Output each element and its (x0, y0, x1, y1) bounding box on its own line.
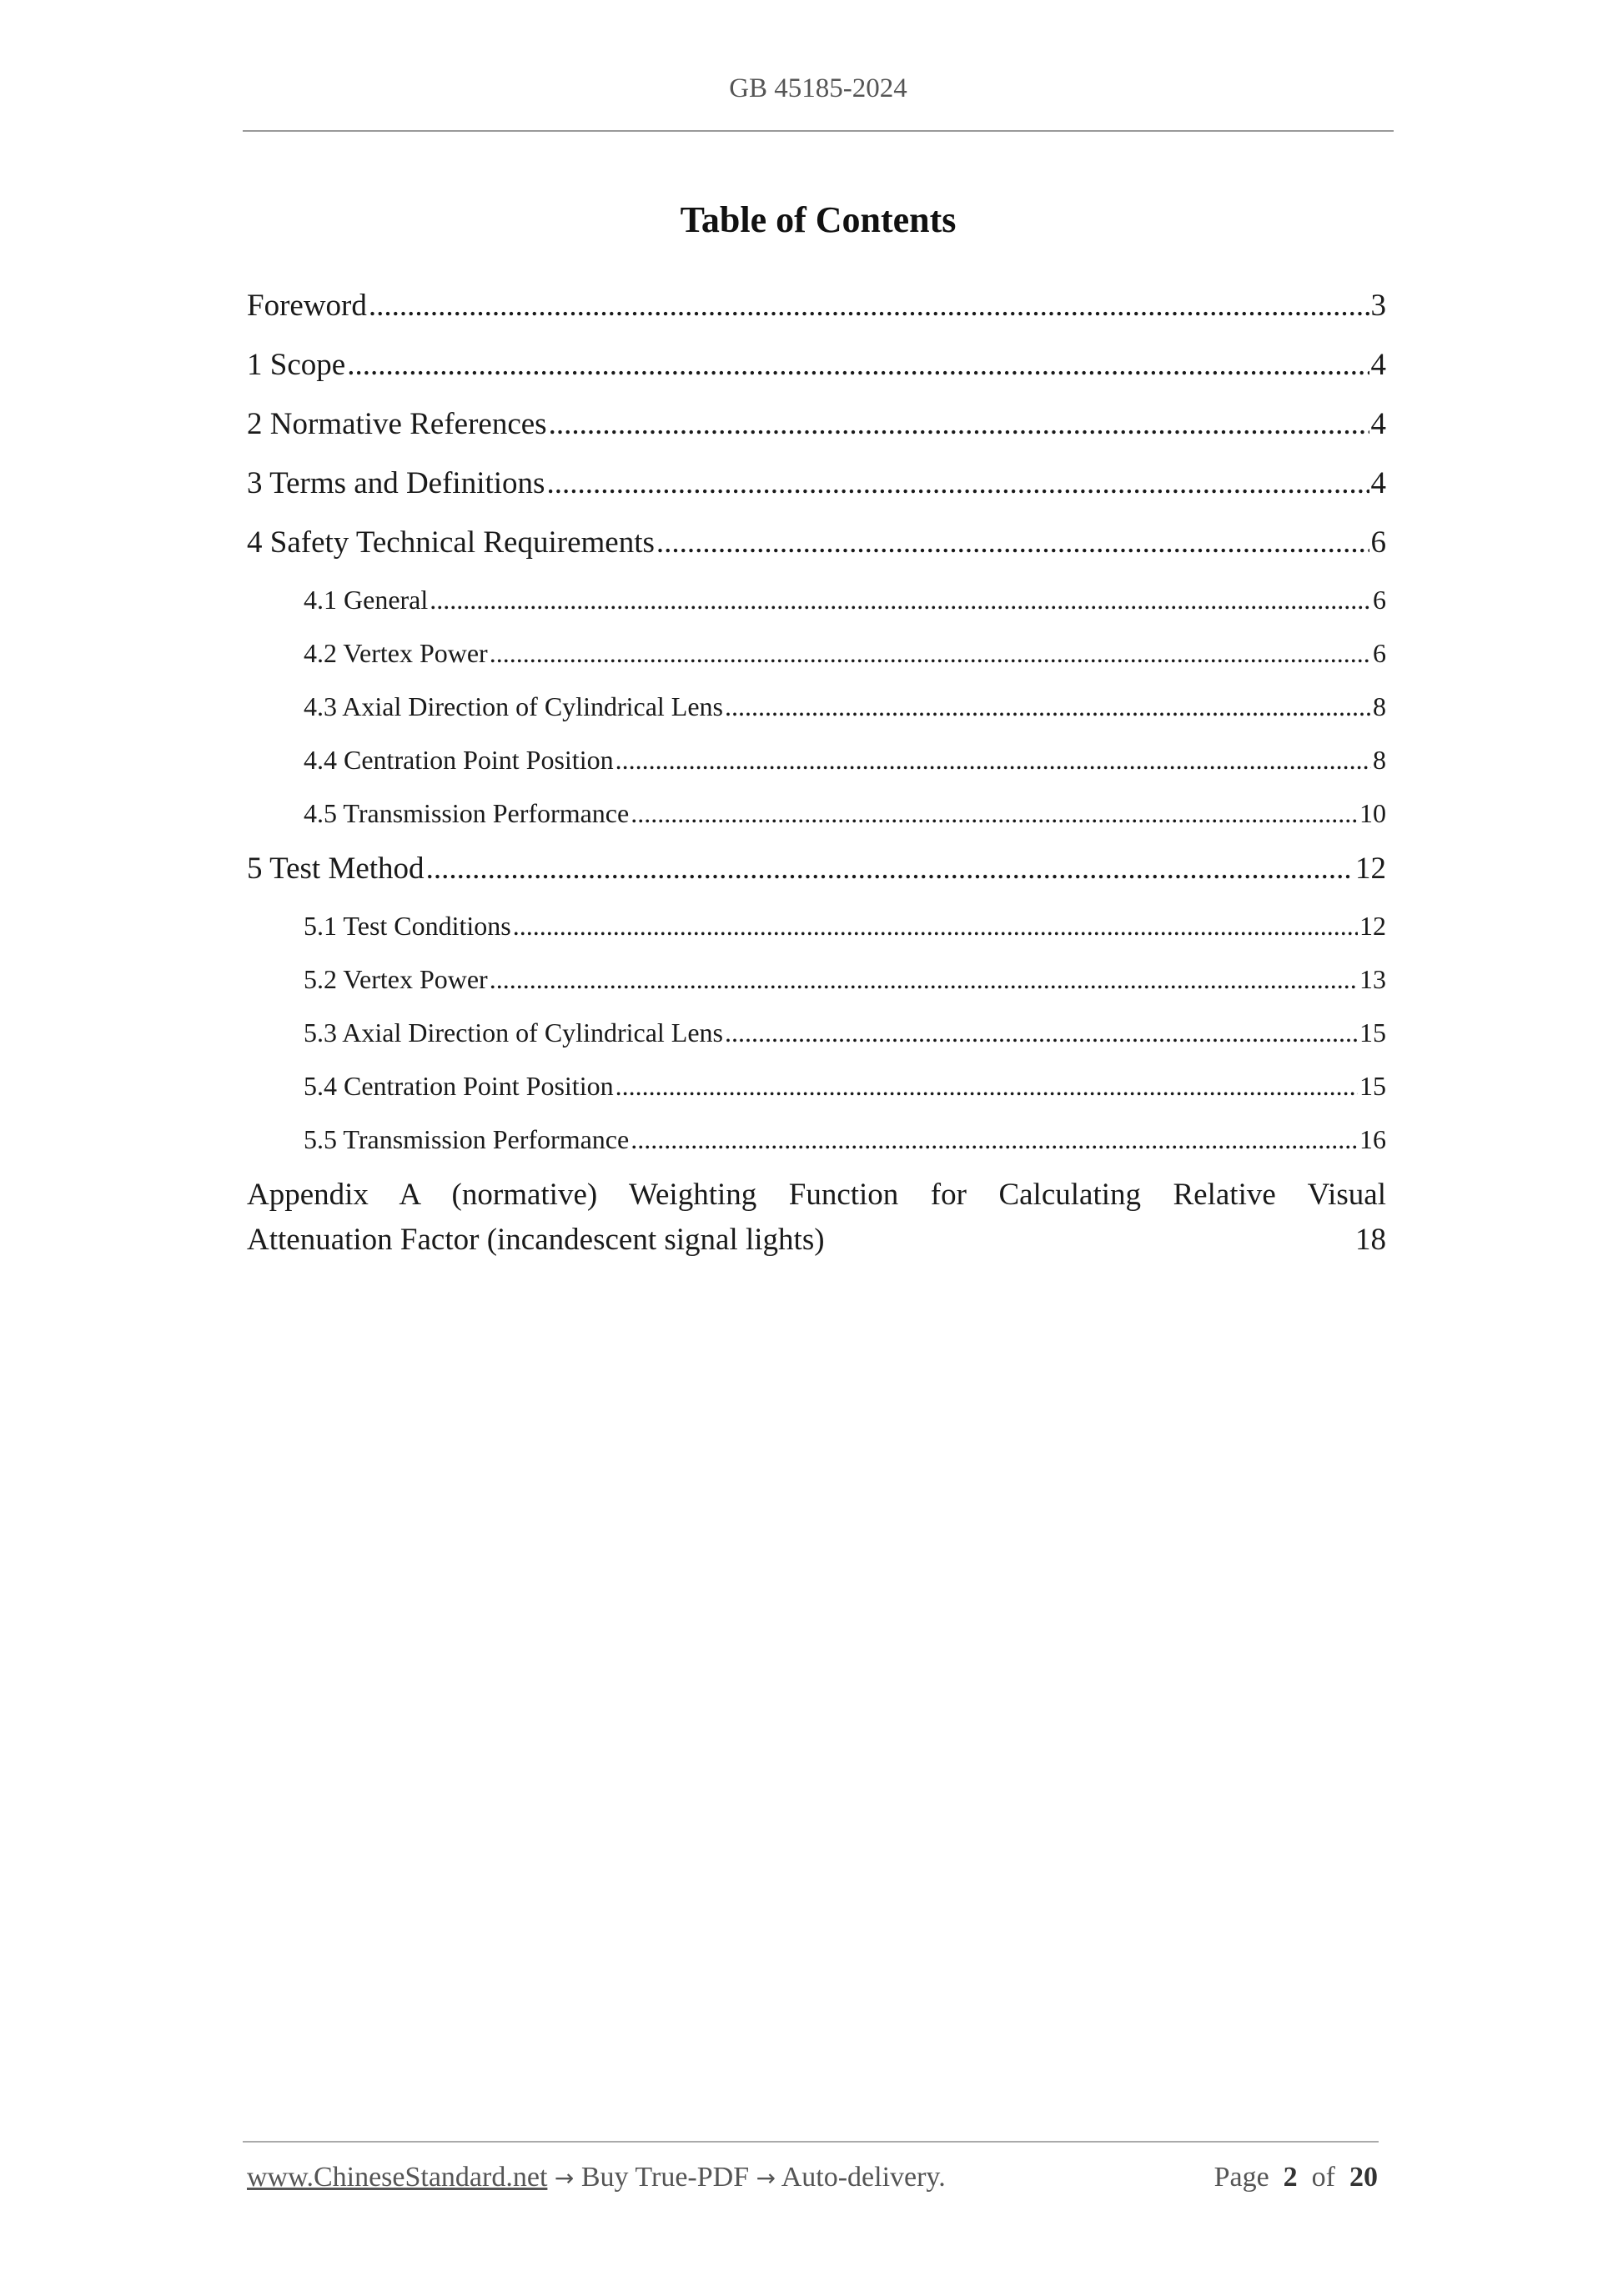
dot-leader (347, 343, 1369, 388)
page-number (1214, 2162, 1378, 2193)
auto-delivery-text: Auto-delivery. (781, 2162, 946, 2193)
toc-entry-normative-references[interactable] (247, 402, 1386, 461)
dot-leader (513, 906, 1358, 946)
toc-entry-label: 2 Normative References (247, 407, 547, 441)
toc-entry-5-5[interactable] (247, 1119, 1386, 1173)
dot-leader (725, 1012, 1358, 1053)
toc-entry-page: 12 (1359, 911, 1386, 941)
arrow-right-icon: → (554, 2164, 575, 2192)
dot-leader (656, 520, 1369, 565)
arrow-right-icon: → (756, 2164, 776, 2192)
document-code-header: GB 45185-2024 (729, 73, 907, 103)
toc-entry-page: 4 (1370, 407, 1386, 441)
dot-leader (369, 284, 1369, 329)
dot-leader (631, 793, 1358, 833)
toc-entry-label: 5.4 Centration Point Position (304, 1071, 614, 1101)
toc-entry-label: 4.5 Transmission Performance (304, 798, 630, 828)
toc-entry-label: 5.5 Transmission Performance (304, 1124, 630, 1154)
dot-leader (490, 959, 1358, 999)
toc-entry-page: 8 (1373, 691, 1386, 721)
toc-entry-4-1[interactable] (247, 580, 1386, 633)
toc-entry-label: 5.2 Vertex Power (304, 964, 488, 994)
dot-leader (616, 740, 1371, 780)
toc-entry-4-5[interactable] (247, 793, 1386, 847)
toc-entry-scope[interactable] (247, 343, 1386, 402)
table-of-contents (247, 284, 1386, 1263)
toc-entry-label: Foreword (247, 289, 367, 323)
toc-entry-page: 15 (1359, 1017, 1386, 1048)
of-word: of (1311, 2162, 1335, 2193)
toc-entry-page: 6 (1373, 638, 1386, 668)
toc-entry-appendix-a[interactable] (247, 1173, 1386, 1263)
toc-entry-foreword[interactable] (247, 284, 1386, 343)
total-pages: 20 (1349, 2162, 1378, 2193)
dot-leader (631, 1119, 1358, 1159)
toc-entry-4-2[interactable] (247, 633, 1386, 686)
toc-entry-terms-definitions[interactable] (247, 461, 1386, 520)
current-page: 2 (1283, 2162, 1298, 2193)
page-footer (247, 2162, 1378, 2193)
toc-entry-page: 6 (1370, 525, 1386, 560)
dot-leader (546, 461, 1369, 506)
toc-title: Table of Contents (680, 199, 957, 240)
toc-entry-page: 4 (1370, 348, 1386, 382)
toc-entry-page: 3 (1370, 289, 1386, 323)
toc-entry-label: 5.1 Test Conditions (304, 911, 511, 941)
dot-leader (616, 1066, 1358, 1106)
toc-entry-4-3[interactable] (247, 686, 1386, 740)
buy-true-pdf-text: Buy True-PDF (580, 2162, 750, 2193)
toc-entry-safety-requirements[interactable] (247, 520, 1386, 580)
toc-entry-page: 13 (1359, 964, 1386, 994)
toc-entry-page: 10 (1359, 798, 1386, 828)
toc-entry-label: 4.4 Centration Point Position (304, 745, 614, 775)
toc-entry-label: 5.3 Axial Direction of Cylindrical Lens (304, 1017, 723, 1048)
toc-entry-page: 8 (1373, 745, 1386, 775)
toc-entry-5-2[interactable] (247, 959, 1386, 1012)
dot-leader (430, 580, 1371, 620)
toc-entry-test-method[interactable] (247, 847, 1386, 906)
toc-entry-label: 4 Safety Technical Requirements (247, 525, 655, 560)
toc-entry-page: 4 (1370, 466, 1386, 500)
dot-leader (725, 686, 1371, 726)
dot-leader (549, 402, 1369, 447)
toc-entry-label: 4.3 Axial Direction of Cylindrical Lens (304, 691, 723, 721)
toc-entry-5-4[interactable] (247, 1066, 1386, 1119)
footer-divider (243, 2141, 1379, 2143)
footer-promo (247, 2162, 946, 2193)
toc-entry-page: 16 (1359, 1124, 1386, 1154)
website-link[interactable]: www.ChineseStandard.net (247, 2162, 548, 2193)
toc-entry-label: 5 Test Method (247, 852, 425, 886)
dot-leader (426, 847, 1354, 892)
toc-entry-label: 4.2 Vertex Power (304, 638, 488, 668)
appendix-title-line2: Attenuation Factor (incandescent signal lights) (247, 1223, 825, 1257)
toc-entry-label: 4.1 General (304, 585, 429, 615)
toc-entry-label: 1 Scope (247, 348, 346, 382)
toc-entry-label: 3 Terms and Definitions (247, 466, 545, 500)
toc-entry-page: 12 (1355, 852, 1386, 886)
toc-entry-page: 6 (1373, 585, 1386, 615)
toc-entry-5-3[interactable] (247, 1012, 1386, 1066)
appendix-page: 18 (1355, 1223, 1386, 1257)
appendix-title-line1: Appendix A (normative) Weighting Function for Calculating Relative Visual (247, 1178, 1386, 1212)
toc-entry-4-4[interactable] (247, 740, 1386, 793)
toc-entry-page: 15 (1359, 1071, 1386, 1101)
header-divider (243, 130, 1394, 132)
page-word: Page (1213, 2162, 1269, 2193)
dot-leader (490, 633, 1371, 673)
toc-entry-5-1[interactable] (247, 906, 1386, 959)
appendix-title-line2-row (247, 1218, 1386, 1263)
